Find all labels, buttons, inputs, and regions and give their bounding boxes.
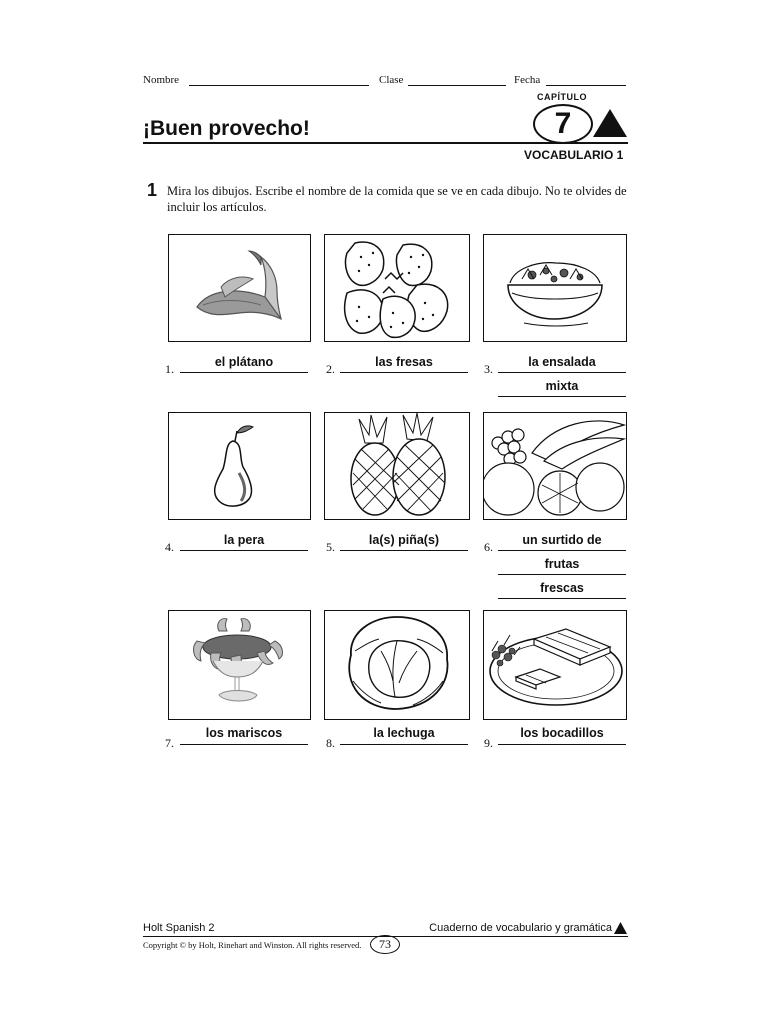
sandwiches-picture	[483, 610, 627, 720]
strawberries-icon	[325, 235, 469, 341]
answer-line[interactable]	[340, 550, 468, 551]
banana-icon	[169, 235, 310, 341]
pear-icon	[169, 413, 310, 519]
answer-text: frutas	[544, 557, 580, 571]
chapter-number-badge	[533, 104, 593, 144]
chapter-number: 7	[554, 107, 572, 140]
answer-text: las fresas	[375, 355, 433, 369]
answer-text: frescas	[540, 581, 584, 595]
answer-text: los mariscos	[205, 726, 283, 740]
date-label: Fecha	[514, 74, 541, 86]
answer-text: mixta	[545, 379, 579, 393]
exercise-instructions: Mira los dibujos. Escribe el nombre de la comida que se ve en cada dibujo. No te olvides de incluir los artículos.	[167, 184, 627, 214]
answer-line[interactable]	[498, 372, 626, 373]
lettuce-icon	[325, 611, 469, 719]
item-number: 8.	[326, 736, 335, 750]
name-label: Nombre	[143, 74, 180, 86]
item-number: 9.	[484, 736, 493, 750]
answer-text: la lechuga	[373, 726, 435, 740]
class-field[interactable]	[408, 85, 506, 86]
salad-bowl-icon	[484, 235, 626, 341]
answer-line[interactable]	[180, 372, 308, 373]
exercise-number: 1	[147, 180, 158, 200]
page-number-badge	[370, 935, 400, 954]
answer-line[interactable]	[498, 598, 626, 599]
answer-line[interactable]	[498, 550, 626, 551]
strawberries-picture	[324, 234, 470, 342]
lettuce-picture	[324, 610, 470, 720]
sandwiches-plate-icon	[484, 611, 626, 719]
item-number: 1.	[165, 362, 174, 376]
pear-picture	[168, 412, 311, 520]
fruit-assortment-icon	[484, 413, 626, 519]
answer-line[interactable]	[498, 574, 626, 575]
page-number: 73	[379, 937, 391, 951]
answer-text: la ensalada	[528, 355, 596, 369]
answer-line[interactable]	[498, 744, 626, 745]
shrimp-cocktail-icon	[169, 611, 310, 719]
answer-line[interactable]	[180, 744, 308, 745]
banana-picture	[168, 234, 311, 342]
item-number: 7.	[165, 736, 174, 750]
copyright-text: Copyright © by Holt, Rinehart and Winston. All rights reserved.	[143, 940, 362, 950]
item-number: 6.	[484, 540, 493, 554]
item-number: 5.	[326, 540, 335, 554]
answer-line[interactable]	[340, 372, 468, 373]
section-label: VOCABULARIO 1	[524, 148, 624, 162]
item-number: 2.	[326, 362, 335, 376]
answer-text: la pera	[223, 533, 265, 547]
pineapples-icon	[325, 413, 469, 519]
answer-text: los bocadillos	[520, 726, 604, 740]
answer-text: el plátano	[214, 355, 274, 369]
answer-line[interactable]	[498, 396, 626, 397]
triangle-icon	[592, 108, 628, 138]
salad-picture	[483, 234, 627, 342]
page-title: ¡Buen provecho!	[143, 117, 310, 140]
item-number: 4.	[165, 540, 174, 554]
date-field[interactable]	[546, 85, 626, 86]
name-field[interactable]	[189, 85, 369, 86]
footer-workbook-title: Cuaderno de vocabulario y gramática	[429, 922, 612, 934]
chapter-label: CAPÍTULO	[537, 92, 587, 102]
answer-line[interactable]	[180, 550, 308, 551]
answer-text: un surtido de	[522, 533, 602, 547]
class-label: Clase	[379, 74, 404, 86]
seafood-picture	[168, 610, 311, 720]
footer-book-title: Holt Spanish 2	[143, 922, 215, 934]
answer-line[interactable]	[340, 744, 468, 745]
fruits-picture	[483, 412, 627, 520]
pineapples-picture	[324, 412, 470, 520]
answer-text: la(s) piña(s)	[368, 533, 440, 547]
triangle-icon	[614, 922, 627, 934]
item-number: 3.	[484, 362, 493, 376]
